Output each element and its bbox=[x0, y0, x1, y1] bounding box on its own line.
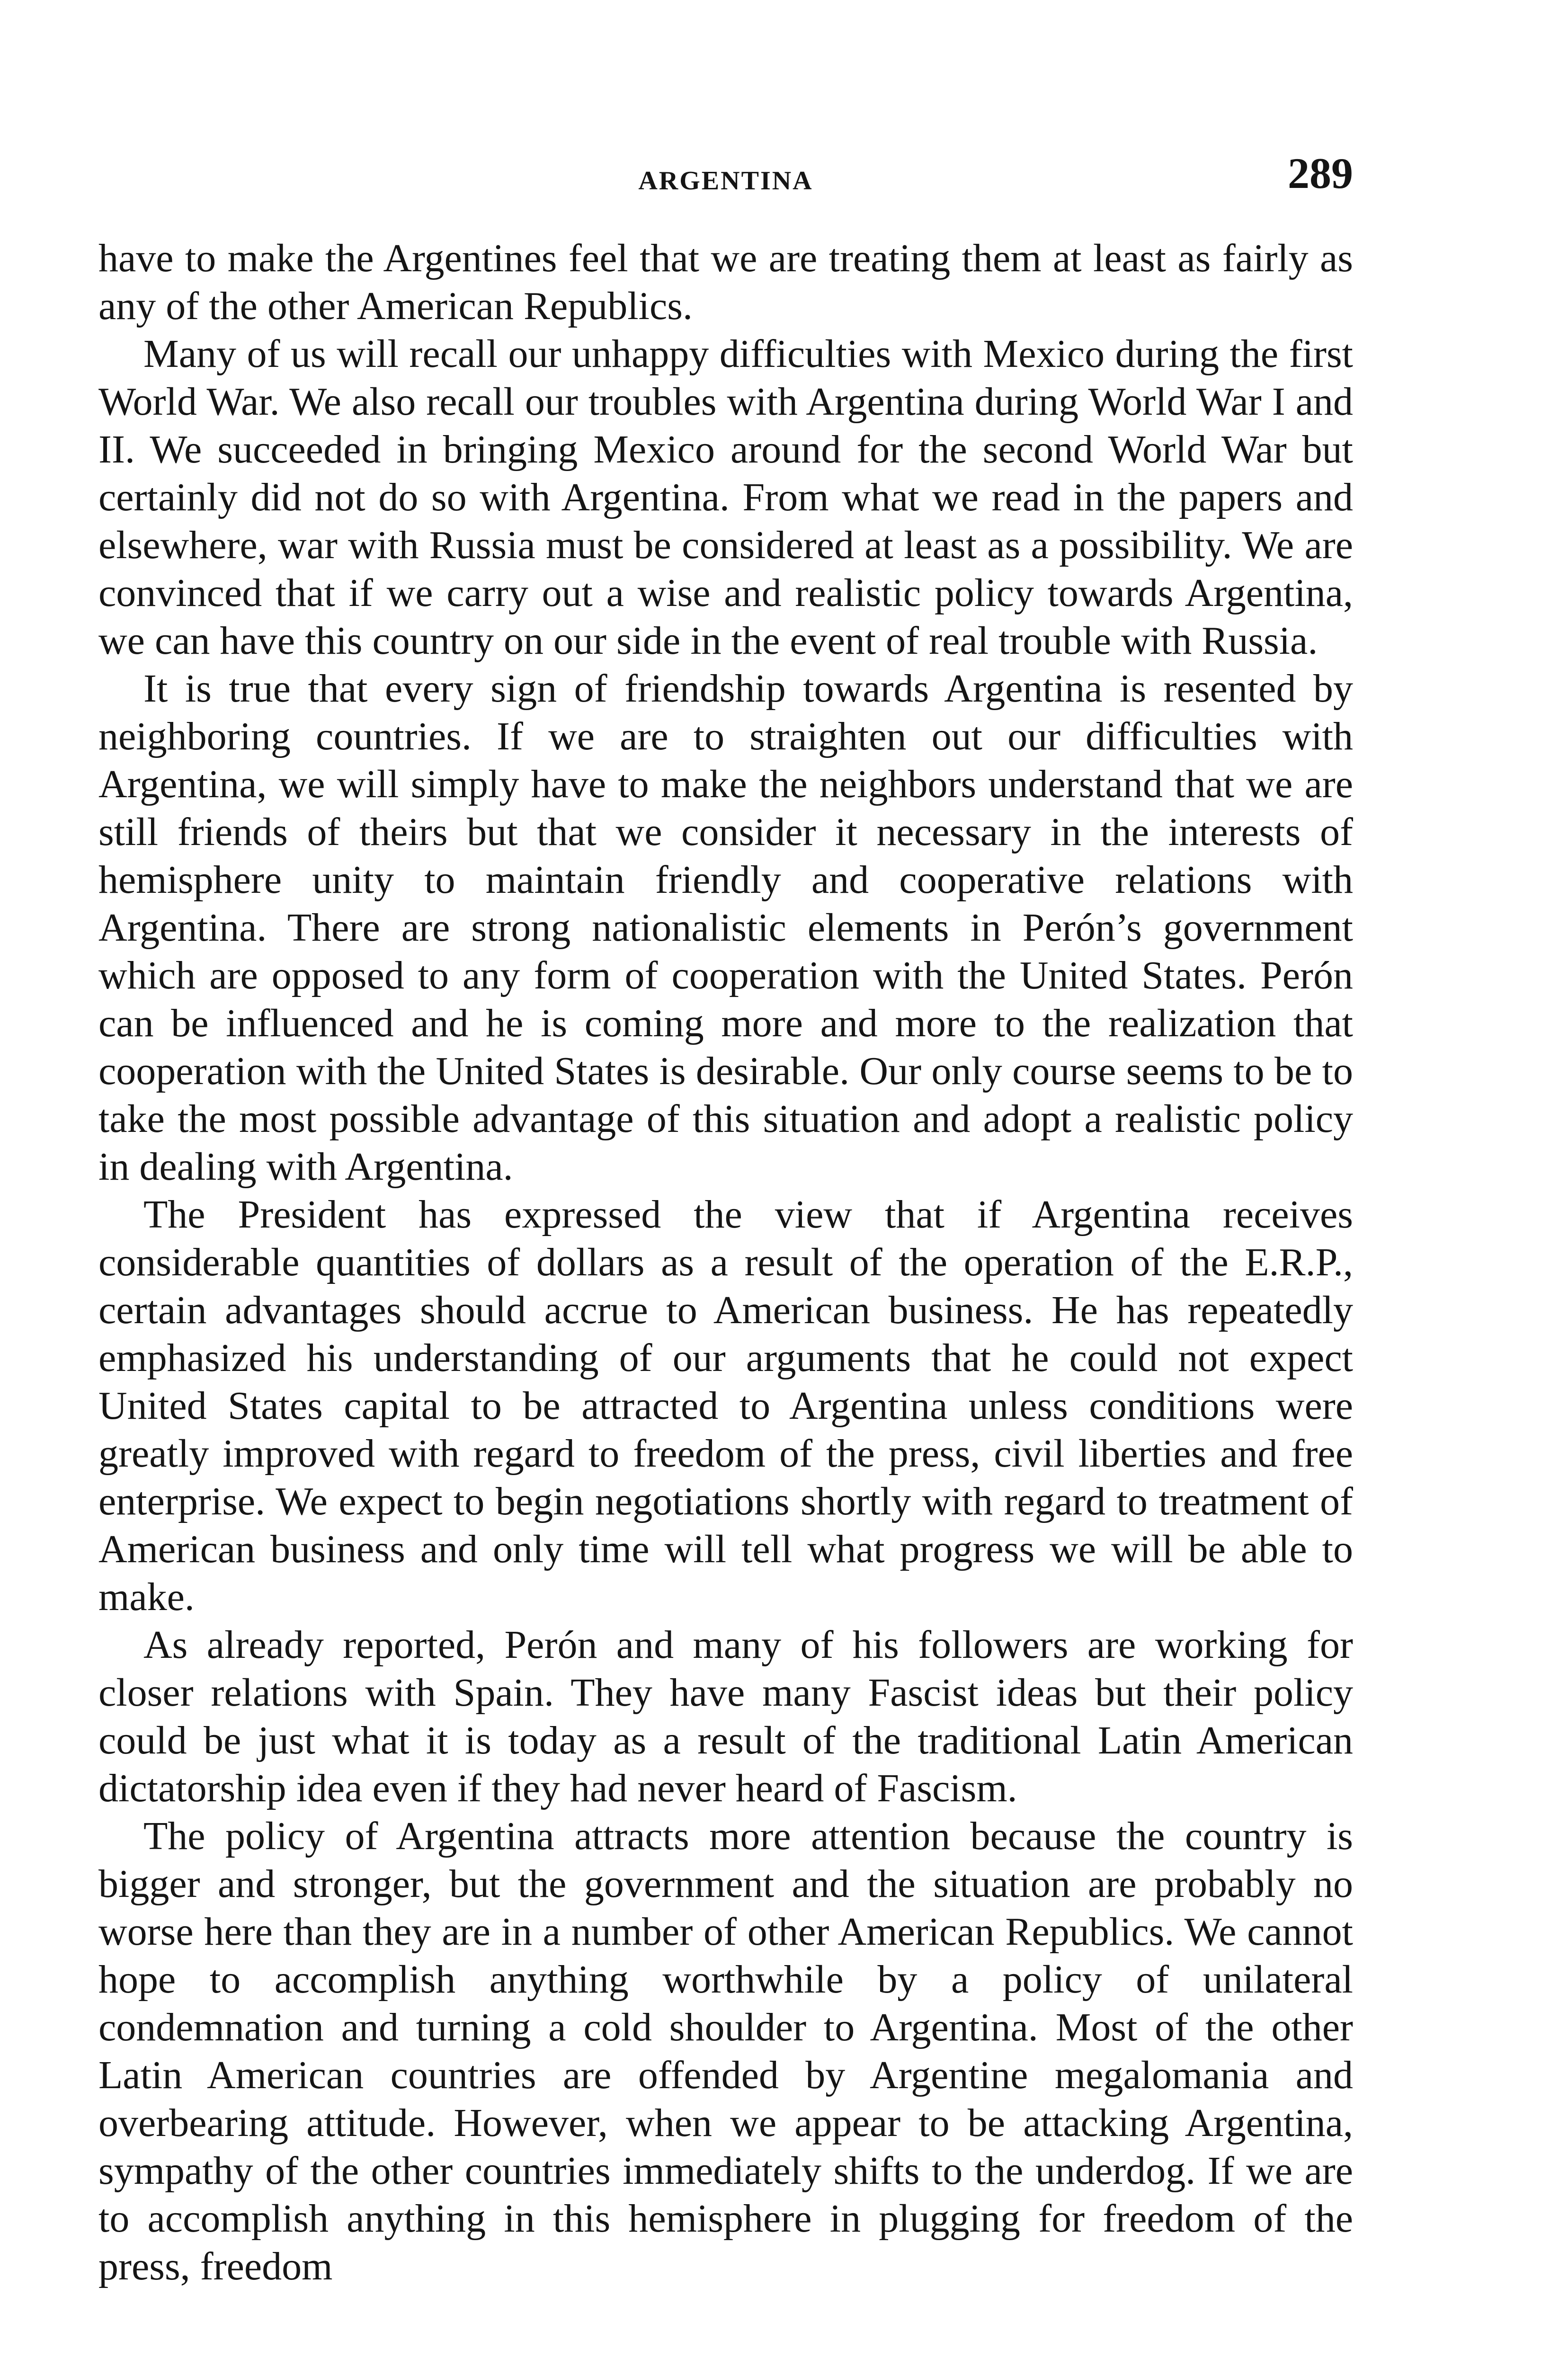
paragraph-policy: The policy of Argentina attracts more attention because the country is bigger and stronger, but the government and the situation are probably no worse here than they are in a number of other American Republics. We cannot hope to accomplish anything worthwhile by a policy of unilateral condemnation and turning a cold shoulder to Argentina. Most of the other Latin American countries are offended by Argentine megalomania and overbearing attitude. However, when we appear to be attacking Argentina, sympathy of the other countries immediately shifts to the underdog. If we are to accomplish anything in this hemisphere in plugging for freedom of the press, freedom bbox=[98, 1814, 1353, 2288]
paragraph-friendship: It is true that every sign of friendship towards Argentina is resented by neighboring countries. If we are to straighten out our difficulties with Argentina, we will simply have to make the neighbors understand that we are still friends of theirs but that we consider it necessary in the interests of hemisphere unity to maintain friendly and cooperative relations with Argentina. There are strong nationalistic elements in Perón’s government which are opposed to any form of cooperation with the United States. Perón can be influenced and he is coming more and more to the realization that cooperation with the United States is desirable. Our only course seems to be to take the most possible advantage of this situation and adopt a realistic policy in dealing with Argentina. bbox=[98, 667, 1353, 1189]
paragraph-mexico-russia: Many of us will recall our unhappy difficulties with Mexico during the first World War. We also recall our troubles with Argentina during World War I and II. We succeeded in bringing Mexico around for the second World War but certainly did not do so with Argentina. From what we read in the papers and elsewhere, war with Russia must be considered at least as a possibility. We are convinced that if we carry out a wise and realistic policy towards Argentina, we can have this country on our side in the event of real trouble with Russia. bbox=[98, 332, 1353, 663]
paragraph-spain: As already reported, Perón and many of his followers are working for closer relations with Spain. They have many Fascist ideas but their policy could be just what it is today as a result of the traditional Latin American dictatorship idea even if they had never heard of Fascism. bbox=[98, 1623, 1353, 1810]
paragraph-continuation: have to make the Argentines feel that we are treating them at least as fairly as any of the other American Republics. bbox=[98, 236, 1353, 328]
paragraph-president-erp: The President has expressed the view that if Argentina receives considerable quantities of dollars as a result of the operation of the E.R.P., certain advantages should accrue to American business. He has repeatedly emphasized his understanding of our arguments that he could not expect United States capital to be attracted to Argentina unless conditions were greatly improved with regard to freedom of the press, civil liberties and free enterprise. We expect to begin negotiations shortly with regard to treatment of American business and only time will tell what progress we will be able to make. bbox=[98, 1192, 1353, 1619]
running-head: ARGENTINA bbox=[638, 166, 813, 196]
page-header bbox=[98, 151, 1353, 208]
page-number: 289 bbox=[1288, 149, 1353, 197]
text-body bbox=[98, 234, 1353, 2290]
